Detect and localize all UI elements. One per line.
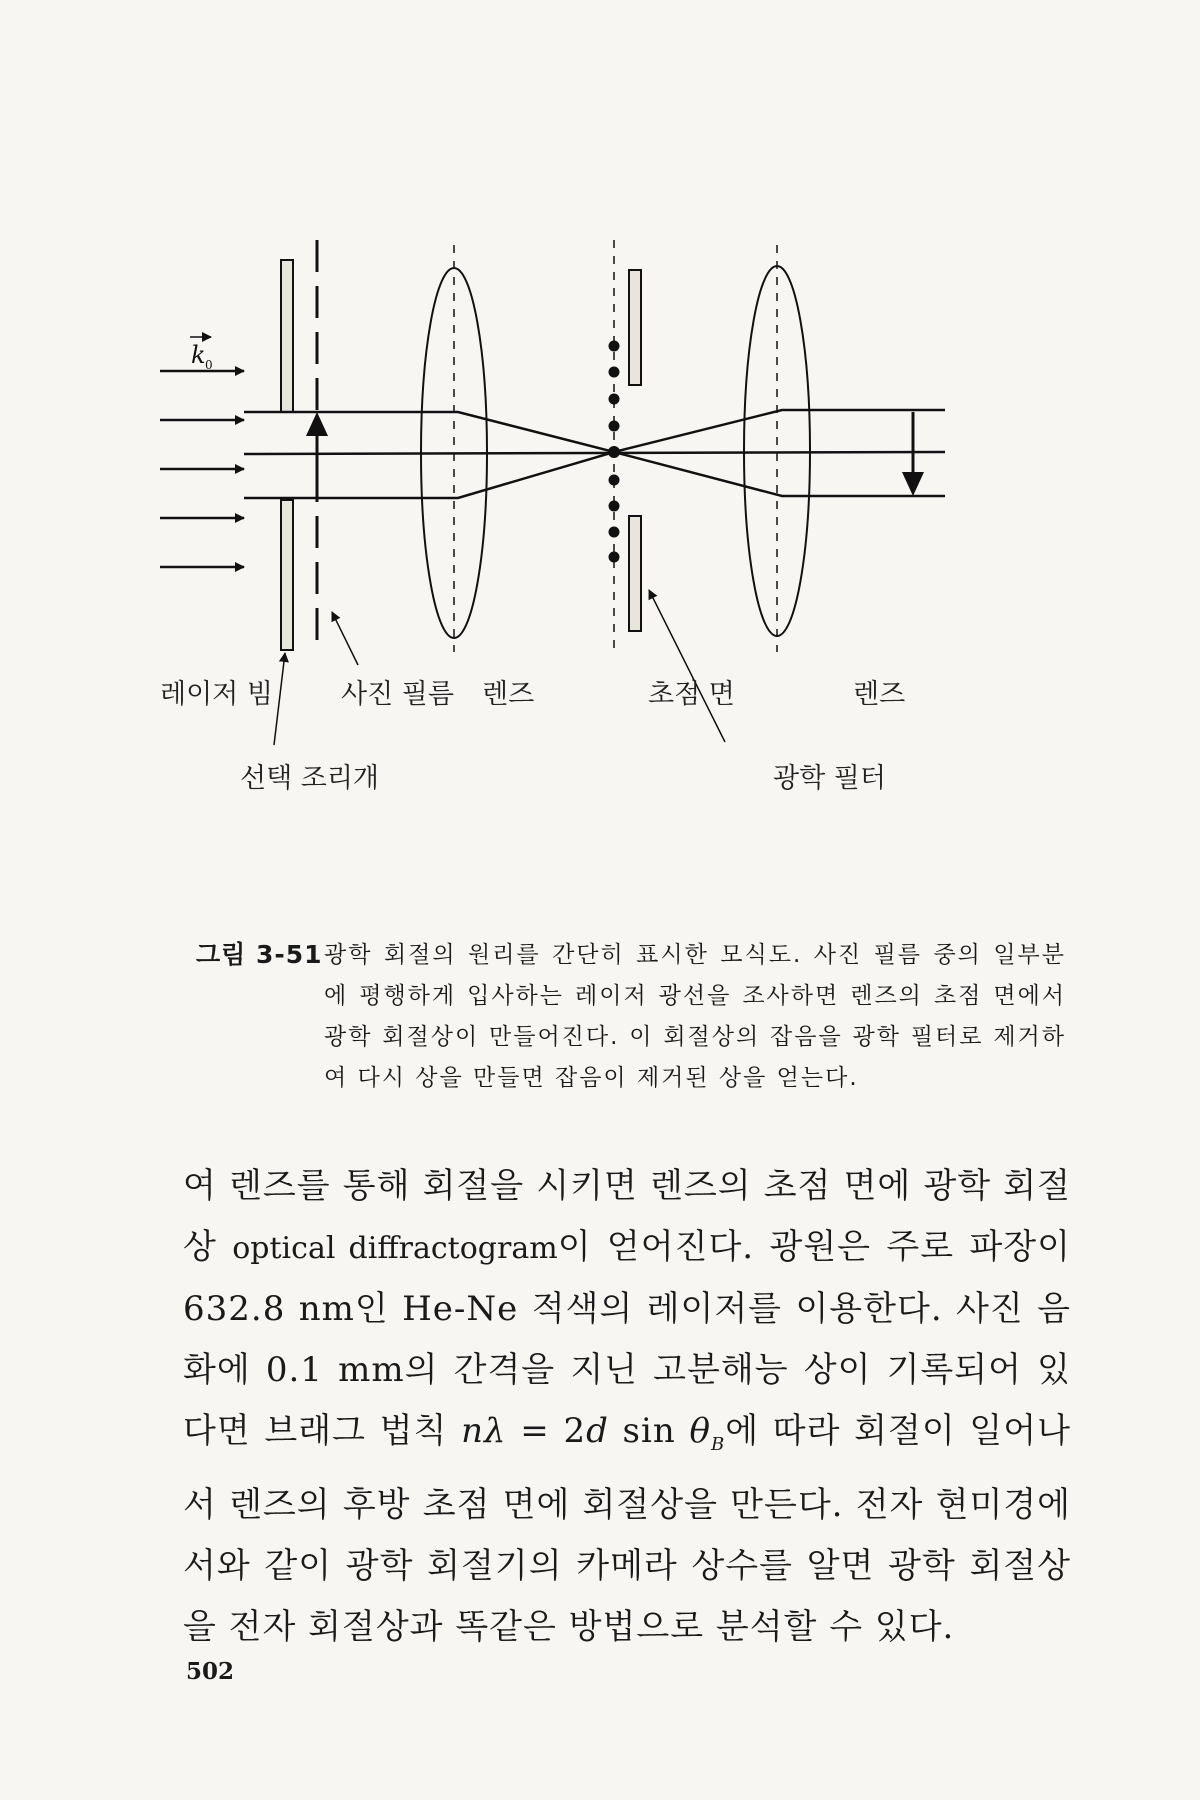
label-focal-plane: 초점 면 (648, 679, 735, 710)
beam-top (244, 410, 945, 452)
label-lens-2: 렌즈 (853, 679, 906, 710)
filter-plate-bottom (629, 516, 641, 631)
aperture-plate-top (281, 260, 293, 412)
vector-subscript: 0 (205, 358, 213, 372)
label-selection-aperture: 선택 조리개 (240, 763, 379, 794)
beam-bottom (244, 452, 945, 498)
label-lens-1: 렌즈 (482, 679, 535, 710)
caption-label: 그림 3-51 (196, 940, 323, 969)
filter-plate-top (629, 270, 641, 385)
body-paragraph (183, 1156, 1071, 1658)
formula-d: d (586, 1411, 609, 1451)
aperture-plate-bottom (281, 500, 293, 650)
page-number: 502 (186, 1658, 235, 1685)
leader-photo-film (332, 612, 358, 665)
beam-axis (244, 452, 945, 454)
body-text-3: 에 따라 회절이 일어나서 렌즈의 후방 초점 면에 회절상을 만든다. 전자 현미경에서와 같이 광학 회절기의 카메라 상수를 알면 광학 회절상을 전자 회절상과 똑같은 방법으로 분석할 수 있다. (183, 1411, 1071, 1647)
lens-2 (744, 266, 810, 636)
body-text-1: 여 렌즈를 통해 회절을 시키면 렌즈의 초점 면에 광학 회절상 (183, 1166, 1071, 1267)
leader-optical-filter (649, 590, 725, 742)
diffraction-spots (608, 341, 620, 563)
label-photo-film: 사진 필름 (341, 679, 454, 710)
body-term: optical diffractogram (232, 1231, 558, 1266)
body-text-2: 이 얻어진다. 광원은 주로 파장이 632.8 nm인 He-Ne 적색의 레이저를 이용한다. 사진 음화에 0.1 mm의 간격을 지닌 고분해능 상이 기록되어 있다면 브래그 법칙 (183, 1227, 1071, 1451)
formula-sub: B (710, 1433, 726, 1455)
label-optical-filter: 광학 필터 (773, 763, 886, 794)
formula (461, 1411, 726, 1455)
formula-theta: θ (689, 1411, 711, 1451)
formula-sin: sin (608, 1411, 690, 1451)
formula-lhs: nλ (461, 1411, 507, 1451)
vector-symbol: k (191, 341, 206, 369)
wave-vector-label (190, 337, 213, 372)
leader-selection-aperture (274, 653, 285, 745)
formula-eq: = 2 (506, 1411, 587, 1451)
caption-text: 광학 회절의 원리를 간단히 표시한 모식도. 사진 필름 중의 일부분에 평행하게 입사하는 레이저 광선을 조사하면 렌즈의 초점 면에서 광학 회절상이 만들어진다. 이 회절상의 잡음을 광학 필터로 제거하여 다시 상을 만들면 잡음이 제거된 상을 얻는다. (324, 942, 1066, 1091)
label-laser-beam: 레이저 빔 (160, 679, 273, 710)
